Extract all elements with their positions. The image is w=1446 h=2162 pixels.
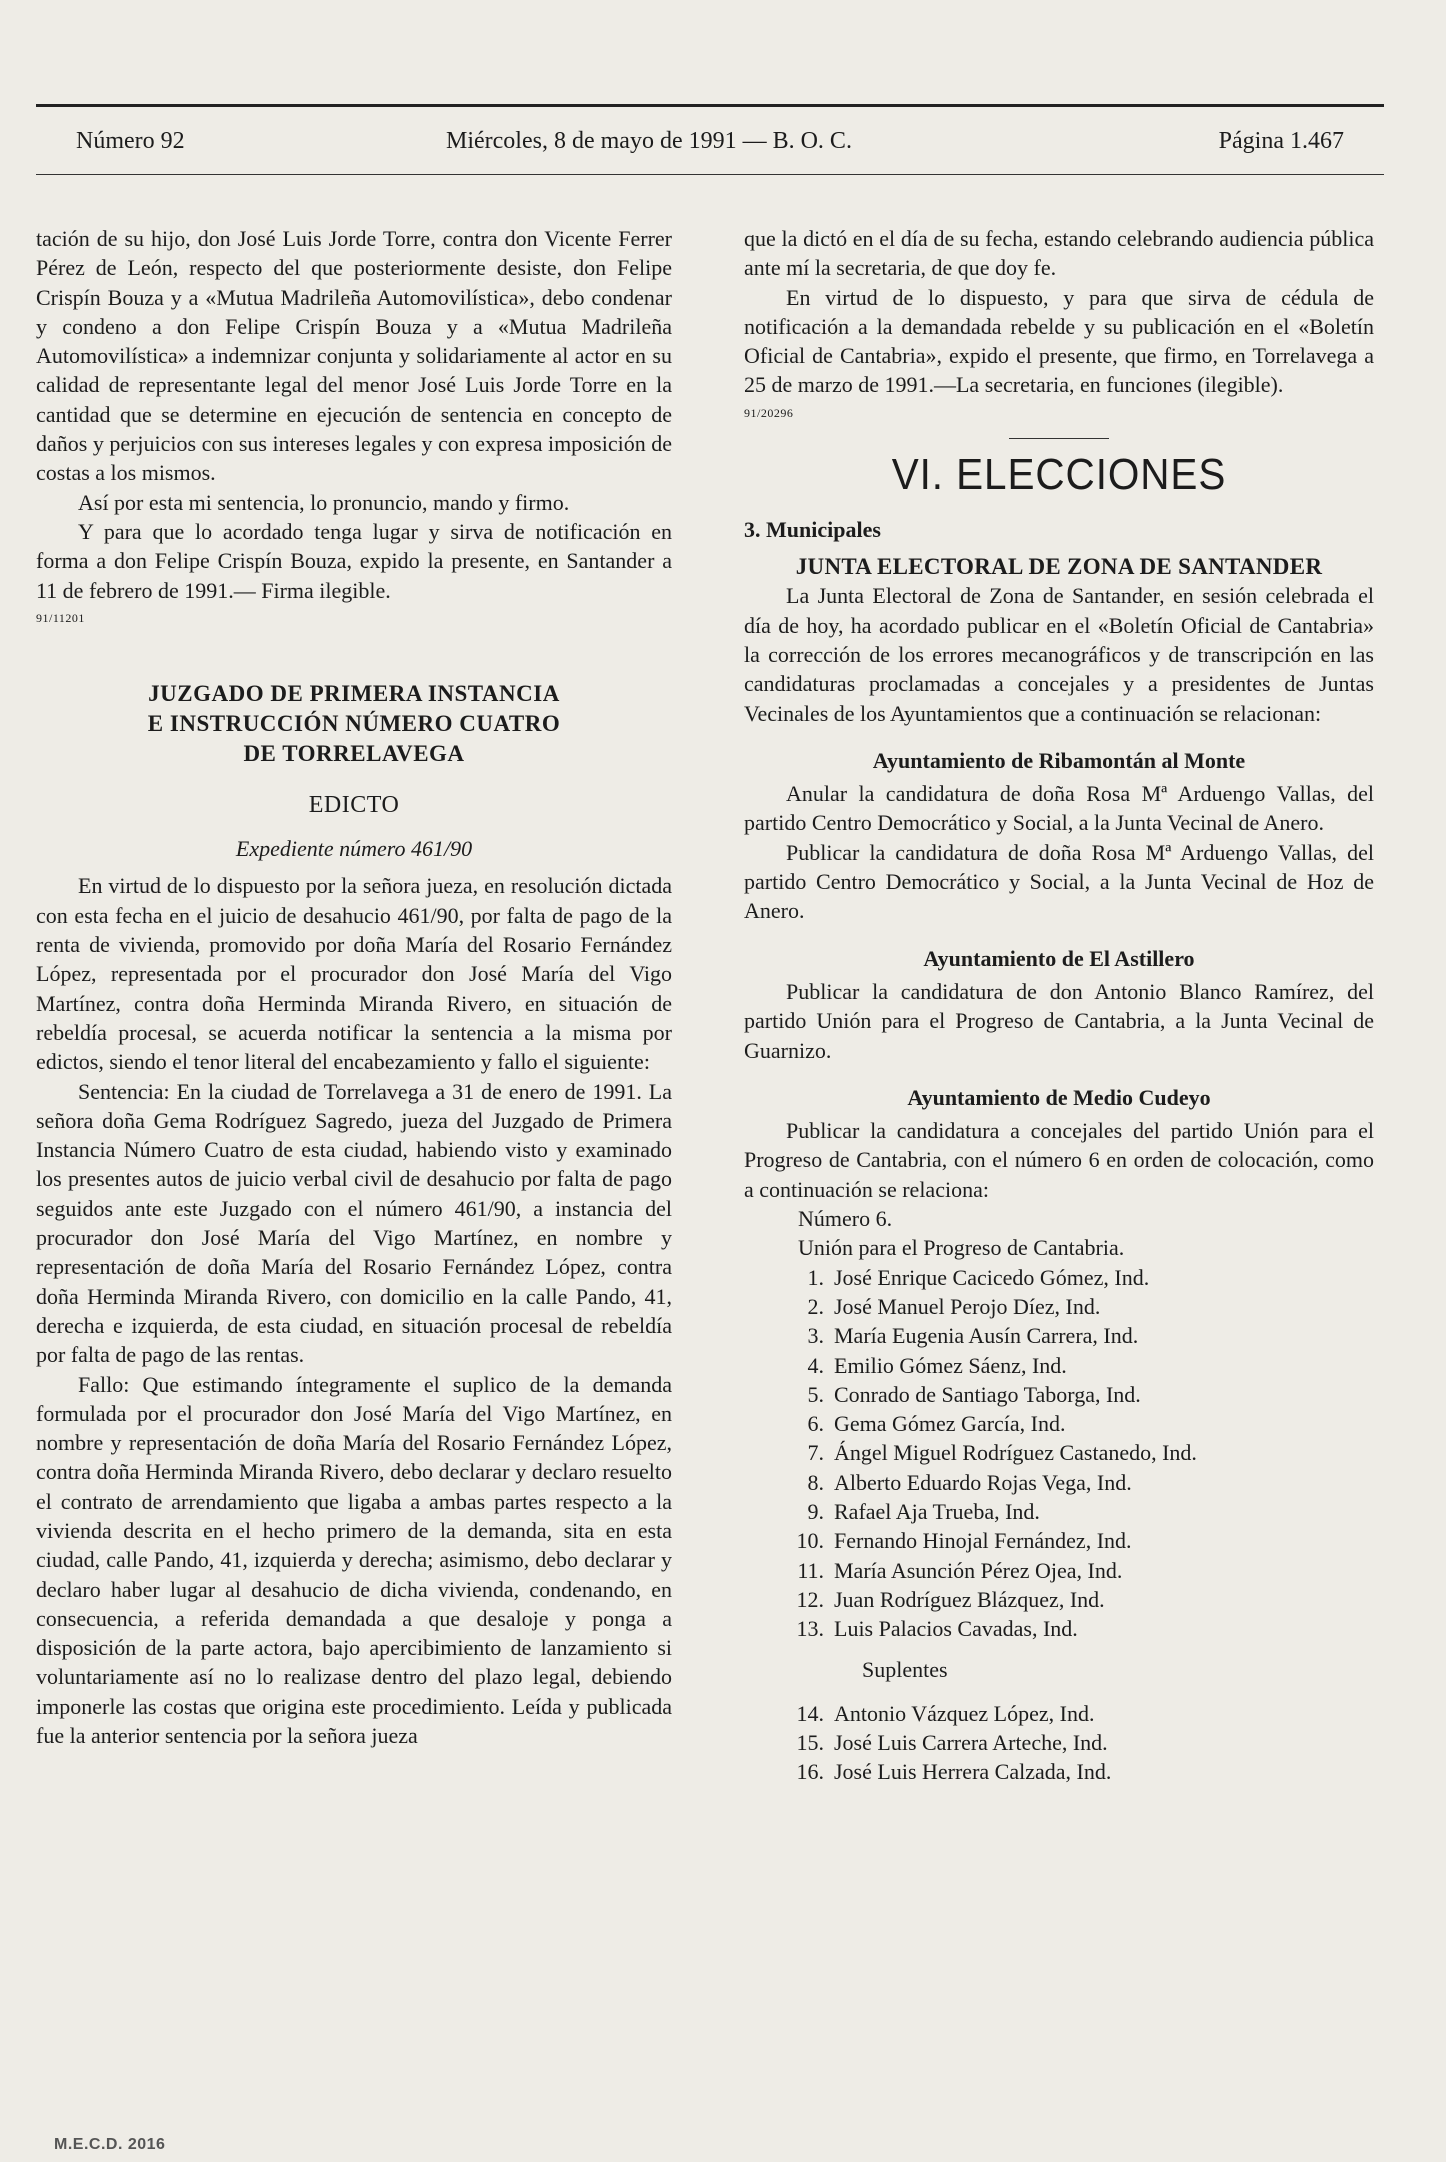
list-item [744,1757,1374,1786]
section-divider [1009,438,1109,439]
court-title-line: DE TORRELAVEGA [243,740,465,766]
candidate-list [744,1263,1374,1644]
list-item [744,1438,1374,1467]
court-title-line: JUZGADO DE PRIMERA INSTANCIA [148,680,560,706]
paragraph: Publicar la candidatura a concejales del partido Unión para el Progreso de Cantabria, con el número 6 en orden de colocación, como a continuación se relaciona: [744,1118,1374,1202]
junta-title: JUNTA ELECTORAL DE ZONA DE SANTANDER [795,554,1323,580]
list-item [744,1263,1374,1292]
list-item [744,1728,1374,1757]
list-item [744,1380,1374,1409]
list-item-name: Fernando Hinojal Fernández, Ind. [834,1528,1132,1554]
footer-watermark: M.E.C.D. 2016 [54,2136,166,2153]
paragraph: tación de su hijo, don José Luis Jorde Torre, contra don Vicente Ferrer Pérez de León, respecto del que posteriormente desiste, don Felipe Crispín Bouza y a «Mutua Madrileña Automovilística», debo condenar y condeno a don Felipe Crispín Bouza y a «Mutua Madrileña Automovilística» a indemnizar conjunta y solidariamente al actor en su calidad de representante legal del menor José Luis Jorde Torre en la cantidad que se determine en ejecución de sentencia en concepto de daños y perjuicios con sus intereses legales y con expresa imposición de costas a los mismos. [36,226,673,486]
list-item-number: 13. [796,1616,824,1642]
list-item-name: Emilio Gómez Sáenz, Ind. [834,1352,1067,1378]
list-item [744,1468,1374,1497]
list-item-name: José Luis Carrera Arteche, Ind. [834,1730,1108,1756]
paragraph: Sentencia: En la ciudad de Torrelavega a 31 de enero de 1991. La señora doña Gema Rodríguez Sagredo, jueza del Juzgado de Primera Instancia Número Cuatro de esta ciudad, habiendo visto y examinado los presentes autos de juicio verbal civil de desahucio por falta de pago seguidos ante este Juzgado con el número 461/90, a instancia del procurador don José María del Vigo Martínez, en nombre y representación de doña María del Rosario Fernández López, contra doña Herminda Miranda Rivero, con domicilio en la calle Pando, 41, derecha e izquierda, de esta ciudad, en situación procesal de rebeldía por falta de pago de las rentas. [36,1078,672,1368]
list-item [744,1497,1374,1526]
list-item [744,1526,1374,1555]
list-item-name: Conrado de Santiago Taborga, Ind. [834,1381,1141,1407]
ayuntamiento-heading: Ayuntamiento de Ribamontán al Monte [872,747,1246,773]
issue-number: Número 92 [76,128,185,154]
list-item [744,1321,1374,1350]
paragraph: Publicar la candidatura de doña Rosa Mª Arduengo Vallas, del partido Centro Democrático y Social, a la Junta Vecinal de Hoz de Anero. [744,839,1374,924]
list-item-number: 3. [807,1323,824,1349]
list-item [744,1585,1374,1614]
paragraph: Así por esta mi sentencia, lo pronuncio, mando y firmo. [78,489,570,515]
list-item-number: 2. [807,1293,824,1319]
list-item-name: Rafael Aja Trueba, Ind. [834,1498,1040,1524]
right-column [744,224,1374,1787]
suplentes-list [744,1699,1374,1787]
party-name: Unión para el Progreso de Cantabria. [798,1235,1125,1261]
paragraph: En virtud de lo dispuesto, y para que sirva de cédula de notificación a la demandada rebelde y su publicación en el «Boletín Oficial de Cantabria», expido el presente, que firmo, en Torrelavega a 25 de marzo de 1991.—La secretaria, en funciones (ilegible). [744,284,1374,398]
list-item-name: Luis Palacios Cavadas, Ind. [834,1616,1078,1642]
list-item-number: 11. [797,1557,824,1583]
list-item [744,1292,1374,1321]
list-item-name: Gema Gómez García, Ind. [834,1411,1066,1437]
court-title [36,679,672,769]
suplentes-label: Suplentes [862,1657,948,1683]
list-item [744,1699,1374,1728]
reference-code: 91/20296 [744,405,794,420]
court-title-line: E INSTRUCCIÓN NÚMERO CUATRO [147,710,561,736]
page-header [36,128,1384,162]
list-item-name: Ángel Miguel Rodríguez Castanedo, Ind. [834,1440,1197,1466]
reference-code: 91/11201 [36,610,85,625]
paragraph: que la dictó en el día de su fecha, estando celebrando audiencia pública ante mí la secretaria, de que doy fe. [744,226,1374,281]
list-item-number: 9. [807,1498,824,1524]
list-item-number: 15. [796,1730,824,1756]
paragraph: Anular la candidatura de doña Rosa Mª Arduengo Vallas, del partido Centro Democrático y Social, a la Junta Vecinal de Anero. [744,781,1374,836]
list-item-number: 5. [807,1381,824,1407]
list-item-name: María Eugenia Ausín Carrera, Ind. [834,1323,1139,1349]
list-item-number: 16. [796,1759,824,1785]
list-item [744,1556,1374,1585]
header-rule-top [36,104,1384,107]
list-item [744,1351,1374,1380]
list-item-name: José Enrique Cacicedo Gómez, Ind. [834,1264,1150,1290]
list-item-name: Antonio Vázquez López, Ind. [834,1700,1095,1726]
candidate-number: Número 6. [798,1206,893,1232]
list-item-number: 6. [807,1411,824,1437]
ayuntamiento-heading: Ayuntamiento de El Astillero [923,945,1195,971]
list-item-number: 14. [796,1700,824,1726]
paragraph: Fallo: Que estimando íntegramente el suplico de la demanda formulada por el procurador don José María del Vigo Martínez, en nombre y representación de doña María del Rosario Fernández López, contra doña Herminda Miranda Rivero, debo declarar y declaro resuelto el contrato de arrendamiento que ligaba a ambas partes respecto a la vivienda descrita en el hecho primero de la demanda, sita en esta ciudad, calle Pando, 41, izquierda y derecha; asimismo, debo declarar y declaro haber lugar al desahucio de dicha vivienda, condenando, en consecuencia, a referida demandada a que desaloje y ponga a disposición de la parte actora, bajo apercibimiento de lanzamiento si voluntariamente así no lo realizase dentro del plazo legal, debiendo imponerle las costas que origina este procedimiento. Leída y publicada fue la anterior sentencia por la señora jueza [36,1371,672,1749]
edicto-heading: EDICTO [308,791,400,818]
paragraph: En virtud de lo dispuesto por la señora jueza, en resolución dictada con esta fecha en el juicio de desahucio 461/90, por falta de pago de la renta de vivienda, promovido por doña María del Rosario Fernández López, representada por el procurador don José María del Vigo Martínez, contra doña Herminda Miranda Rivero, en situación de rebeldía procesal, se acuerda notificar la sentencia a la misma por edictos, siendo el tenor literal del encabezamiento y fallo el siguiente: [36,873,672,1075]
list-item-name: Juan Rodríguez Blázquez, Ind. [834,1586,1105,1612]
list-item [744,1409,1374,1438]
list-item-number: 10. [796,1528,824,1554]
list-item-name: Alberto Eduardo Rojas Vega, Ind. [834,1469,1132,1495]
issue-date: Miércoles, 8 de mayo de 1991 — B. O. C. [446,128,852,154]
list-item-number: 8. [807,1469,824,1495]
list-item-number: 12. [796,1586,824,1612]
header-rule-bottom [36,174,1384,175]
section-title: VI. ELECCIONES [891,449,1227,499]
list-item-number: 1. [807,1264,824,1290]
list-item-number: 7. [807,1440,824,1466]
list-item-name: José Luis Herrera Calzada, Ind. [834,1759,1112,1785]
ayuntamiento-heading: Ayuntamiento de Medio Cudeyo [907,1084,1211,1110]
list-item-name: José Manuel Perojo Díez, Ind. [834,1293,1101,1319]
left-column [36,224,672,1750]
list-item-number: 4. [807,1352,824,1378]
paragraph: Publicar la candidatura de don Antonio Blanco Ramírez, del partido Unión para el Progreso de Cantabria, a la Junta Vecinal de Guarnizo. [744,978,1374,1063]
subsection-title: 3. Municipales [744,516,881,542]
list-item [744,1614,1374,1643]
expediente-heading: Expediente número 461/90 [235,836,473,862]
list-item-name: María Asunción Pérez Ojea, Ind. [834,1557,1123,1583]
paragraph: Y para que lo acordado tenga lugar y sirva de notificación en forma a don Felipe Crispín Bouza, expido la presente, en Santander a 11 de febrero de 1991.— Firma ilegible. [36,518,672,603]
page-number: Página 1.467 [1218,128,1344,154]
paragraph: La Junta Electoral de Zona de Santander, en sesión celebrada el día de hoy, ha acordado publicar en el «Boletín Oficial de Cantabria» la corrección de los errores mecanográficos y de transcripción en las candidaturas proclamadas a concejales y a presidentes de Juntas Vecinales de los Ayuntamientos que a continuación se relacionan: [744,583,1374,726]
